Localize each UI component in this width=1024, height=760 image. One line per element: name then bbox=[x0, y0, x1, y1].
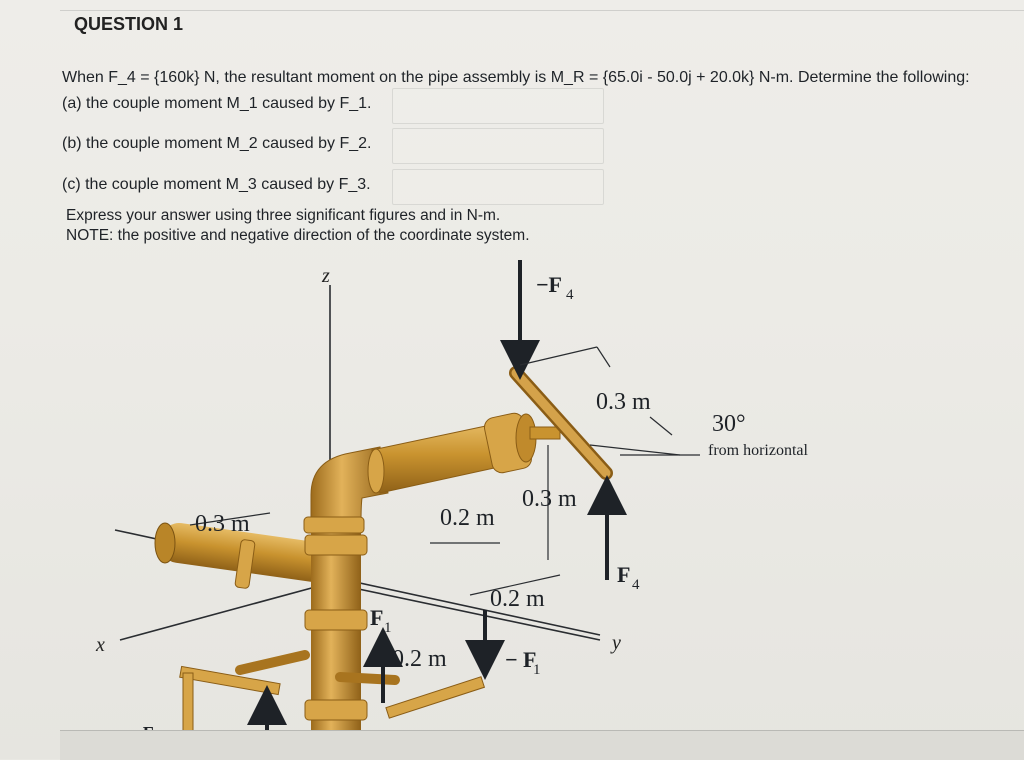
dim-0-2-c: 0.2 m bbox=[392, 646, 447, 672]
part-c-answer-box[interactable] bbox=[392, 169, 604, 205]
neg-f1-label: − F bbox=[505, 647, 537, 672]
question-statement: When F_4 = {160k} N, the resultant moment on the pipe assembly is M_R = {65.0i - 50.0j + 20.0k} N-m. Determine the following: bbox=[62, 69, 970, 86]
part-b-label: (b) the couple moment M_2 caused by F_2. bbox=[62, 135, 372, 152]
part-c-label: (c) the couple moment M_3 caused by F_3. bbox=[62, 176, 371, 193]
f1-sub: 1 bbox=[384, 620, 392, 636]
instruction-text: Express your answer using three significant figures and in N-m. bbox=[66, 207, 501, 224]
angle-note: from horizontal bbox=[708, 442, 808, 459]
top-divider bbox=[60, 10, 1024, 11]
y-axis-label: y bbox=[612, 632, 621, 654]
dim-0-3-top: 0.3 m bbox=[596, 389, 651, 415]
z-axis-label: z bbox=[322, 265, 330, 287]
f4-label: F bbox=[617, 562, 631, 587]
elbow-flange bbox=[304, 517, 364, 533]
neg-f1-sub: 1 bbox=[533, 662, 541, 678]
neg-f4-label: −F bbox=[536, 272, 562, 297]
f4-sub: 4 bbox=[632, 577, 640, 593]
dim-0-2-b: 0.2 m bbox=[490, 586, 545, 612]
neg-f4-sub: 4 bbox=[566, 287, 574, 303]
x-axis-label: x bbox=[96, 634, 105, 656]
bottom-panel-edge bbox=[60, 730, 1024, 760]
dim-0-2-a: 0.2 m bbox=[440, 505, 495, 531]
question-title: QUESTION 1 bbox=[74, 14, 184, 34]
vertical-pipe bbox=[305, 515, 367, 759]
note-text: NOTE: the positive and negative direction of the coordinate system. bbox=[66, 227, 530, 244]
part-b-answer-box[interactable] bbox=[392, 128, 604, 164]
angle-label: 30° bbox=[712, 411, 746, 437]
pipe-assembly-figure bbox=[0, 255, 1024, 759]
part-a-answer-box[interactable] bbox=[392, 88, 604, 124]
dim-0-3-left: 0.3 m bbox=[195, 511, 250, 537]
f1-label: F bbox=[370, 605, 384, 630]
upper-pipe bbox=[368, 411, 560, 493]
dim-0-3-mid: 0.3 m bbox=[522, 486, 577, 512]
part-a-label: (a) the couple moment M_1 caused by F_1. bbox=[62, 95, 372, 112]
